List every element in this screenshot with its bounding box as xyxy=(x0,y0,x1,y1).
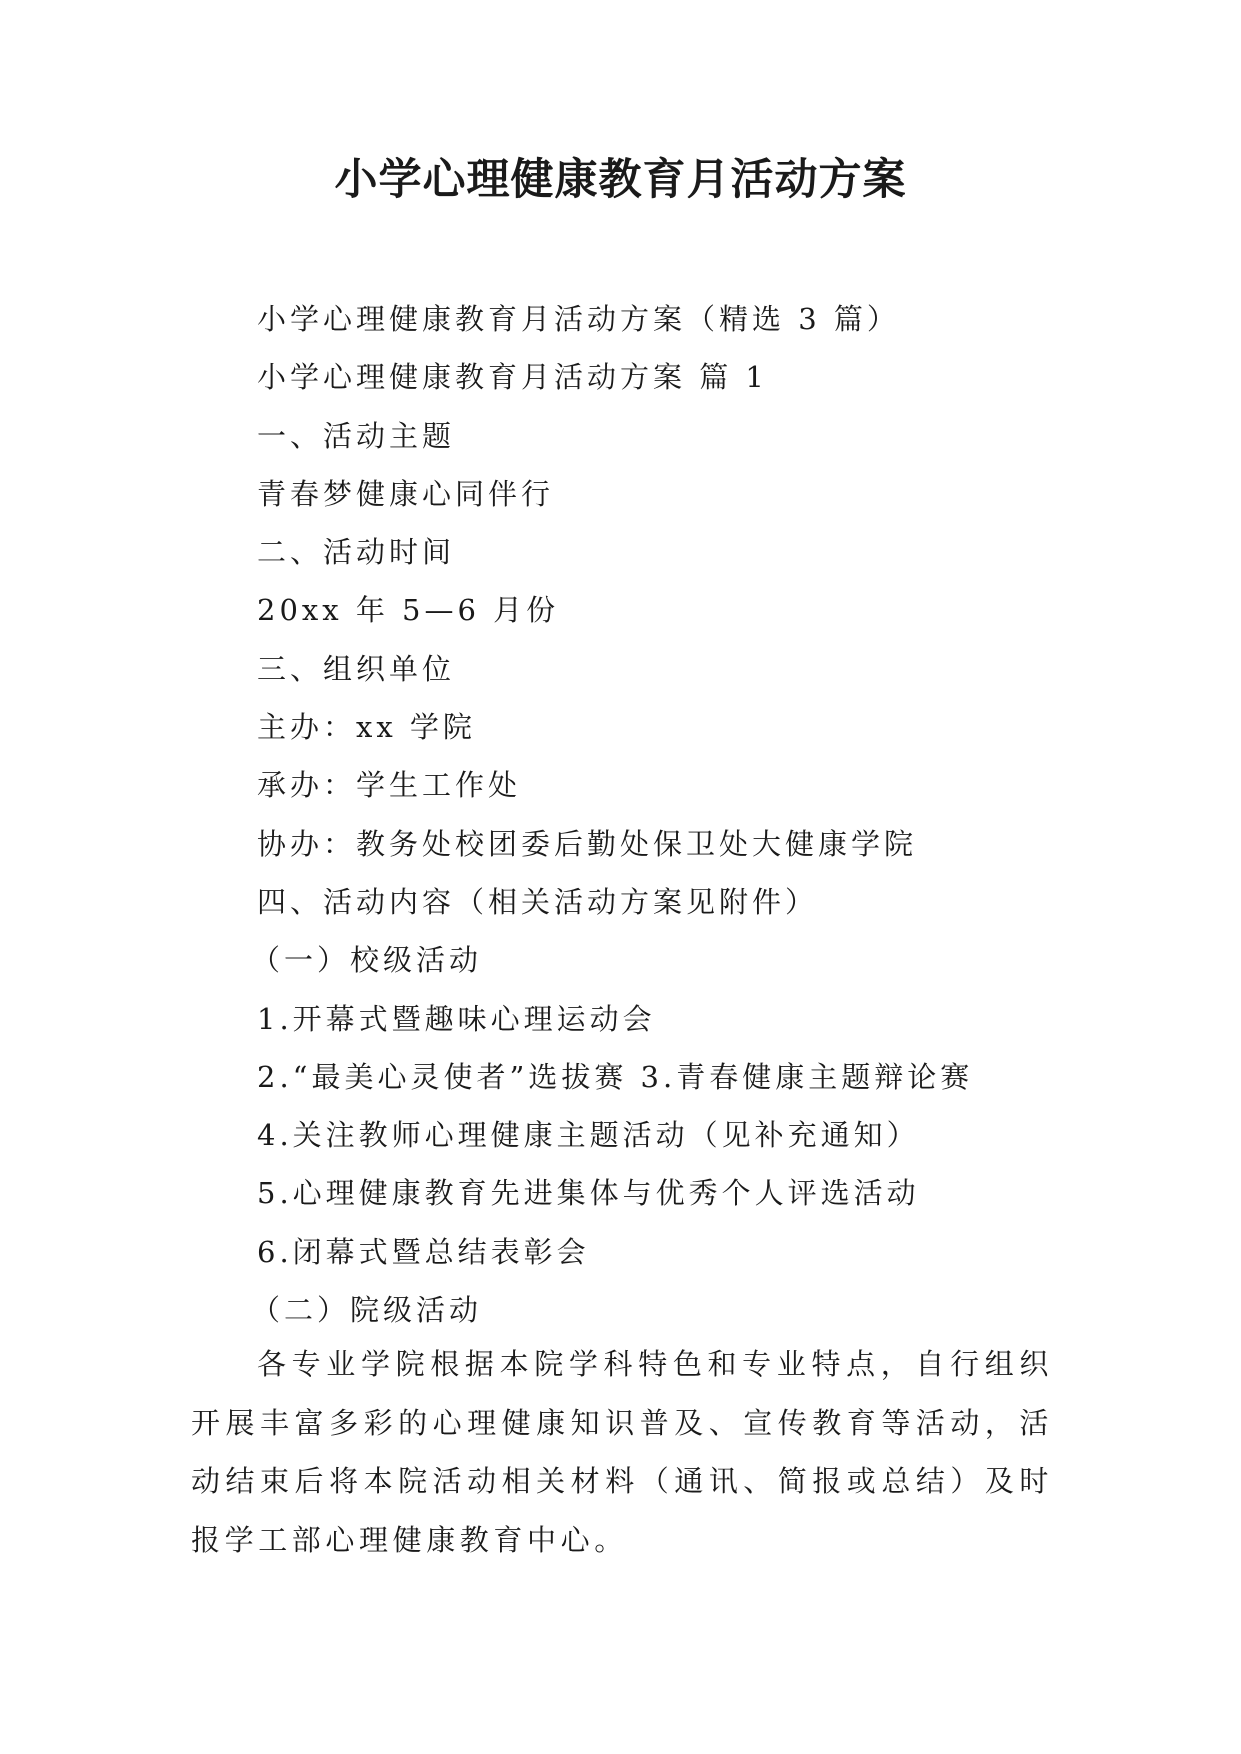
text-host: 主办：xx 学院 xyxy=(257,710,476,745)
text-organizer: 承办：学生工作处 xyxy=(257,768,522,803)
section-title-line: 小学心理健康教育月活动方案 篇 1 xyxy=(257,360,768,395)
text-co-organizers: 协办：教务处校团委后勤处保卫处大健康学院 xyxy=(257,826,918,861)
heading-organizers: 三、组织单位 xyxy=(257,651,456,686)
text-activity-theme: 青春梦健康心同伴行 xyxy=(257,476,555,511)
text-activity-time: 20xx 年 5—6 月份 xyxy=(257,593,560,628)
list-item-2-3: 2.“最美心灵使者”选拔赛 3.青春健康主题辩论赛 xyxy=(257,1059,974,1094)
heading-activity-content: 四、活动内容（相关活动方案见附件） xyxy=(257,884,819,919)
list-item-1: 1.开幕式暨趣味心理运动会 xyxy=(257,1001,656,1036)
college-activities-paragraph: 各专业学院根据本院学科特色和专业特点，自行组织开展丰富多彩的心理健康知识普及、宣传教育等活动，活动结束后将本院活动相关材料（通讯、简报或总结）及时报学工部心理健康教育中心。 xyxy=(191,1347,1053,1557)
subheading-school-level: （一）校级活动 xyxy=(251,943,483,978)
subheading-college-level: （二）院级活动 xyxy=(251,1293,483,1328)
list-item-5: 5.心理健康教育先进集体与优秀个人评选活动 xyxy=(257,1176,920,1211)
document-body xyxy=(251,290,1057,1339)
document-title: 小学心理健康教育月活动方案 xyxy=(334,155,907,205)
list-item-4: 4.关注教师心理健康主题活动（见补充通知） xyxy=(257,1118,920,1153)
heading-activity-theme: 一、活动主题 xyxy=(257,418,456,453)
heading-activity-time: 二、活动时间 xyxy=(257,535,456,570)
subtitle-line: 小学心理健康教育月活动方案（精选 3 篇） xyxy=(257,302,900,336)
list-item-6: 6.闭幕式暨总结表彰会 xyxy=(257,1234,590,1269)
